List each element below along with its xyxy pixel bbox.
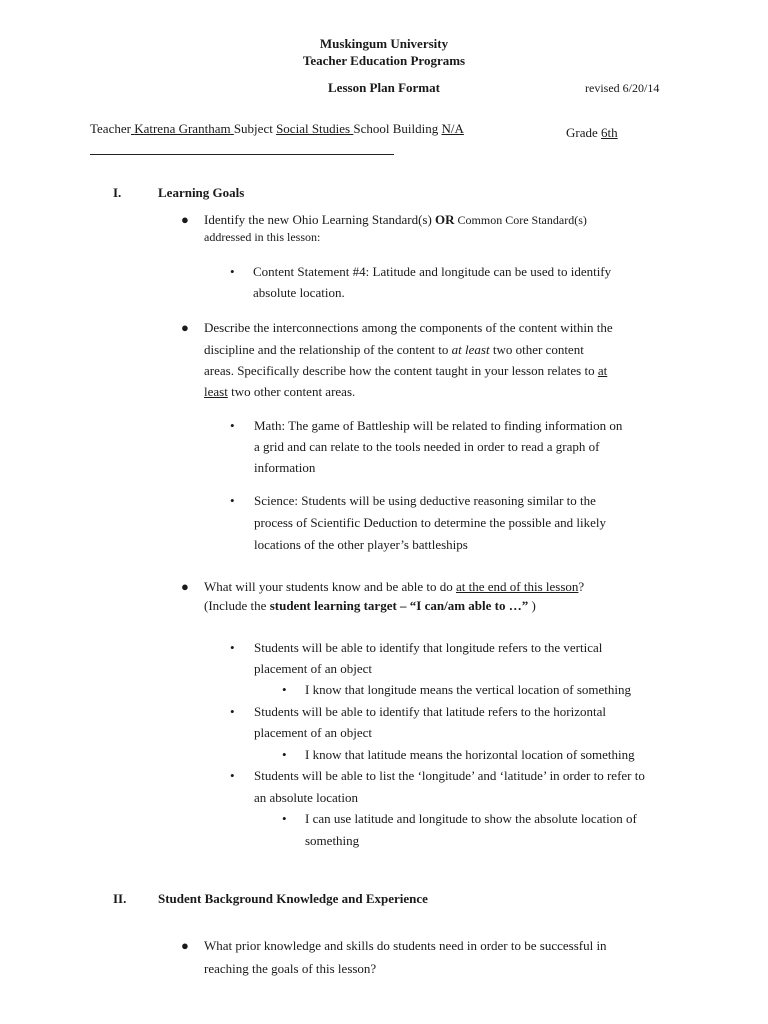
science-connection: Science: Students will be using deductive reasoning similar to the xyxy=(254,493,596,508)
interconnections-prompt-2: discipline and the relationship of the content to at least two other content xyxy=(204,342,584,357)
subject-label: Subject xyxy=(233,121,273,136)
section-title-1: Learning Goals xyxy=(158,185,245,200)
bullet-icon: • xyxy=(282,747,287,762)
content-statement-cont: absolute location. xyxy=(253,285,345,300)
know-and-do-prompt: What will your students know and be able to do at the end of this lesson? xyxy=(204,579,585,594)
prior-knowledge-prompt: What prior knowledge and skills do students need in order to be successful in xyxy=(204,938,607,953)
math-connection-2: a grid and can relate to the tools needed in order to read a graph of xyxy=(254,439,600,454)
section-number-1: I. xyxy=(113,185,122,200)
bullet-icon: • xyxy=(230,640,235,655)
bullet-icon: ● xyxy=(181,938,189,953)
science-connection-3: locations of the other player’s battleships xyxy=(254,537,468,552)
interconnections-prompt-4: least two other content areas. xyxy=(204,384,356,399)
i-can-absolute-cont: something xyxy=(305,833,360,848)
section-title-2: Student Background Knowledge and Experience xyxy=(158,891,428,906)
math-connection-3: information xyxy=(254,460,316,475)
target-latitude: Students will be able to identify that latitude refers to the horizontal xyxy=(254,704,606,719)
math-connection: Math: The game of Battleship will be related to finding information on xyxy=(254,418,623,433)
target-absolute-cont: an absolute location xyxy=(254,790,358,805)
target-latitude-cont: placement of an object xyxy=(254,725,373,740)
program-name: Teacher Education Programs xyxy=(302,53,466,68)
bullet-icon: • xyxy=(230,768,235,783)
underline-rule xyxy=(90,154,394,155)
bullet-icon: ● xyxy=(181,212,189,227)
teacher-label: Teacher xyxy=(90,121,131,136)
bullet-icon: ● xyxy=(181,579,189,594)
bullet-icon: • xyxy=(230,418,235,433)
bullet-icon: • xyxy=(282,682,287,697)
grade-value: 6th xyxy=(601,125,618,140)
university-name: Muskingum University xyxy=(319,36,449,51)
teacher-line xyxy=(90,121,464,137)
bullet-icon: • xyxy=(230,264,235,279)
i-can-latitude: I know that latitude means the horizontal location of something xyxy=(305,747,635,762)
bullet-icon: • xyxy=(230,493,235,508)
subject-value: Social Studies xyxy=(276,121,351,136)
school-label: School xyxy=(353,121,390,136)
bullet-icon: • xyxy=(282,811,287,826)
science-connection-2: process of Scientific Deduction to determine the possible and likely xyxy=(254,515,606,530)
interconnections-prompt: Describe the interconnections among the components of the content within the xyxy=(204,320,613,335)
prior-knowledge-prompt-cont: reaching the goals of this lesson? xyxy=(204,961,377,976)
building-value: N/A xyxy=(441,121,464,136)
standards-prompt-cont: addressed in this lesson: xyxy=(204,230,321,244)
section-number-2: II. xyxy=(113,891,127,906)
bullet-icon: ● xyxy=(181,320,189,335)
i-can-absolute: I can use latitude and longitude to show the absolute location of xyxy=(305,811,637,826)
i-can-longitude: I know that longitude means the vertical location of something xyxy=(305,682,632,697)
revised-date: revised 6/20/14 xyxy=(585,81,660,95)
target-longitude-cont: placement of an object xyxy=(254,661,373,676)
target-absolute: Students will be able to list the ‘longitude’ and ‘latitude’ in order to refer to xyxy=(254,768,645,783)
standards-prompt: Identify the new Ohio Learning Standard(s) OR Common Core Standard(s) xyxy=(204,212,587,227)
teacher-value: Katrena Grantham xyxy=(134,121,231,136)
content-statement: Content Statement #4: Latitude and longitude can be used to identify xyxy=(253,264,612,279)
interconnections-prompt-3: areas. Specifically describe how the content taught in your lesson relates to at xyxy=(204,363,608,378)
bullet-icon: • xyxy=(230,704,235,719)
grade-line xyxy=(566,125,618,141)
building-label: Building xyxy=(392,121,439,136)
document-title: Lesson Plan Format xyxy=(328,80,440,95)
target-longitude: Students will be able to identify that longitude refers to the vertical xyxy=(254,640,603,655)
grade-label: Grade xyxy=(566,125,598,140)
learning-target-prompt: (Include the student learning target – “I can/am able to …” ) xyxy=(204,598,536,613)
